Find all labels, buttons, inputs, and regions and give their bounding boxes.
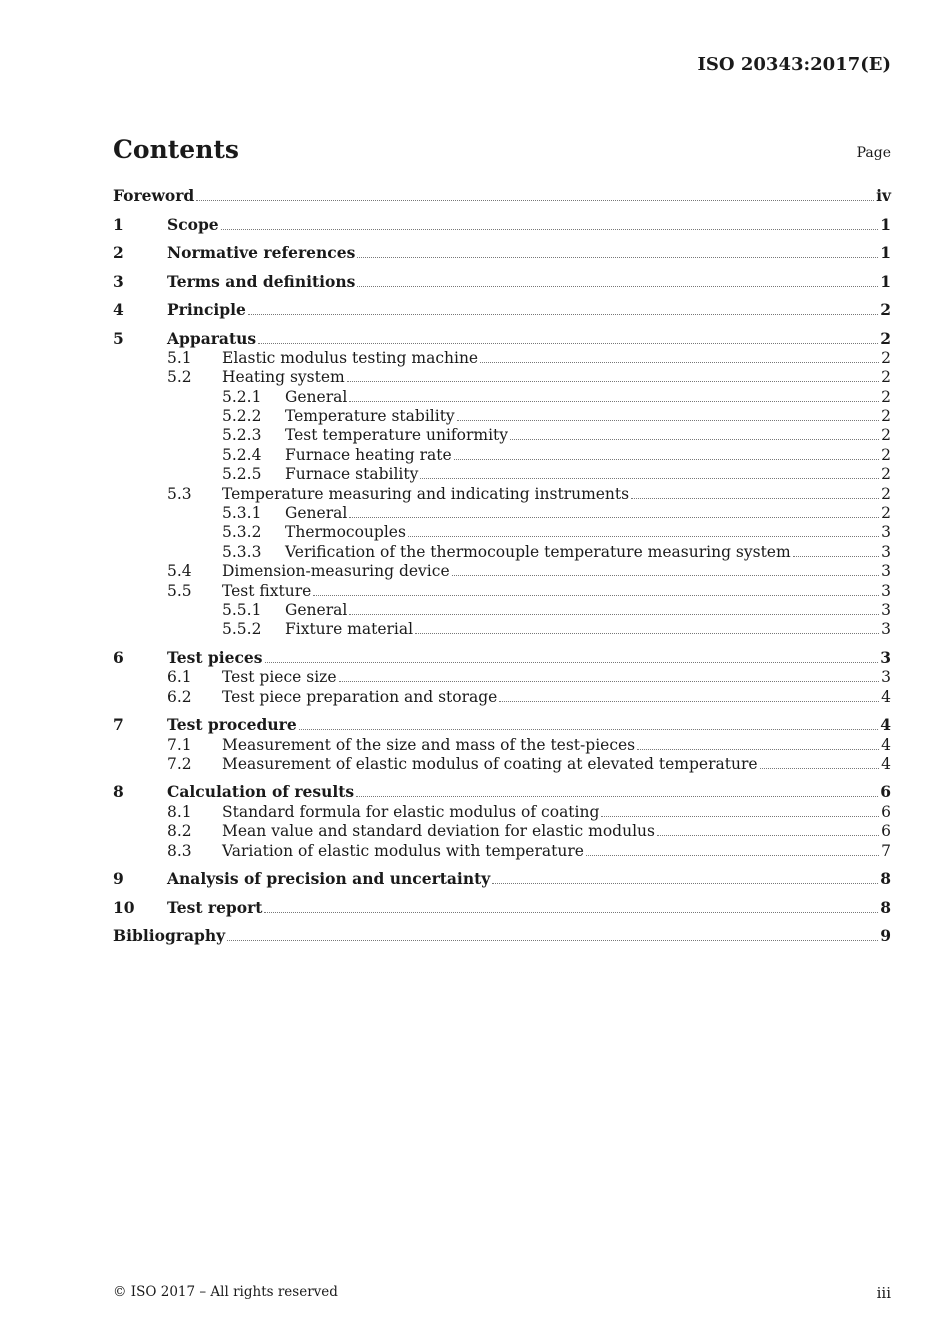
toc-entry[interactable] xyxy=(113,349,891,367)
toc-entry[interactable] xyxy=(113,668,891,686)
toc-entry-number: 7 xyxy=(113,715,124,735)
toc-entry-page: 3 xyxy=(881,600,891,619)
page-header: ISO 20343:2017(E) xyxy=(697,54,891,75)
toc-entry-number: 5.3.3 xyxy=(222,542,262,561)
toc-dot-leader xyxy=(420,478,879,479)
toc-dot-leader xyxy=(452,575,880,576)
toc-dot-leader xyxy=(657,835,879,836)
toc-dot-leader xyxy=(227,940,878,941)
toc-dot-leader xyxy=(196,200,874,201)
toc-entry-number: 5.5.1 xyxy=(222,600,262,619)
toc-entry-number: 1 xyxy=(113,214,124,234)
toc-entry-page: 9 xyxy=(880,926,891,946)
toc-entry-number: 5.2.1 xyxy=(222,387,262,406)
toc-entry-page: 3 xyxy=(881,523,891,542)
toc-entry-title: Test temperature uniformity xyxy=(285,426,509,445)
toc-dot-leader xyxy=(793,556,879,557)
toc-entry-title: General xyxy=(285,504,348,523)
toc-entry[interactable] xyxy=(113,736,891,754)
table-of-contents xyxy=(113,187,891,945)
toc-entry-number: 7.1 xyxy=(167,735,192,754)
toc-entry[interactable] xyxy=(113,244,891,262)
toc-entry-number: 7.2 xyxy=(167,754,192,773)
toc-entry-page: 6 xyxy=(881,802,891,821)
toc-entry[interactable] xyxy=(113,187,891,205)
toc-entry-title: Verification of the thermocouple temperature measuring system xyxy=(285,542,791,561)
toc-entry-page: 2 xyxy=(881,368,891,387)
toc-entry-page: 3 xyxy=(881,562,891,581)
toc-entry[interactable] xyxy=(113,899,891,917)
toc-entry-page: 2 xyxy=(880,300,891,319)
toc-entry-number: 5.5 xyxy=(167,581,192,600)
toc-dot-leader xyxy=(631,498,879,499)
toc-entry-number: 6.2 xyxy=(167,687,192,706)
toc-dot-leader xyxy=(454,459,880,460)
toc-entry-page: iv xyxy=(876,186,891,205)
toc-dot-leader xyxy=(313,595,879,596)
toc-dot-leader xyxy=(299,729,879,730)
toc-dot-leader xyxy=(248,314,878,315)
toc-entry-number: 5.4 xyxy=(167,562,192,581)
toc-entry-page: 4 xyxy=(881,735,891,754)
toc-entry[interactable] xyxy=(113,601,891,619)
toc-entry-number: 5.5.2 xyxy=(222,620,262,639)
toc-entry[interactable] xyxy=(113,301,891,319)
toc-entry-title: Elastic modulus testing machine xyxy=(222,348,479,367)
toc-entry-page: 1 xyxy=(880,214,891,234)
toc-dot-leader xyxy=(265,662,879,663)
toc-entry-title: Test report xyxy=(167,897,263,917)
toc-entry-title: Mean value and standard deviation for elastic modulus xyxy=(222,822,655,841)
toc-entry-page: 3 xyxy=(881,581,891,600)
toc-entry-title: General xyxy=(285,387,348,406)
toc-entry-page: 2 xyxy=(880,328,891,348)
toc-entry-page: 1 xyxy=(880,243,891,262)
toc-entry-number: 9 xyxy=(113,869,124,889)
toc-entry-page: 2 xyxy=(881,426,891,445)
toc-entry-title: Thermocouples xyxy=(285,523,406,542)
toc-entry-title: Heating system xyxy=(222,368,345,387)
toc-dot-leader xyxy=(264,912,878,913)
toc-entry-title: General xyxy=(285,600,348,619)
toc-entry-page: 4 xyxy=(881,687,891,706)
toc-entry-number: 3 xyxy=(113,271,124,291)
toc-entry-page: 3 xyxy=(881,542,891,561)
toc-entry-number: 8.3 xyxy=(167,841,192,860)
toc-entry-page: 4 xyxy=(881,754,891,773)
toc-dot-leader xyxy=(339,681,880,682)
toc-entry-number: 5.2.4 xyxy=(222,445,262,464)
toc-entry-number: 5.3.1 xyxy=(222,504,262,523)
toc-entry-page: 3 xyxy=(880,647,891,667)
toc-entry-number: 5.3 xyxy=(167,484,192,503)
toc-entry-number: 5.1 xyxy=(167,348,192,367)
title-row xyxy=(113,132,891,164)
toc-entry[interactable] xyxy=(113,649,891,667)
toc-entry-title: Variation of elastic modulus with temperature xyxy=(222,841,584,860)
toc-dot-leader xyxy=(349,614,879,615)
toc-entry-number: 2 xyxy=(113,243,124,262)
toc-entry-number: 5.2.5 xyxy=(222,465,262,484)
toc-dot-leader xyxy=(349,517,879,518)
toc-entry[interactable] xyxy=(113,407,891,425)
toc-entry-title: Temperature stability xyxy=(285,407,455,426)
toc-entry-number: 5.2.2 xyxy=(222,407,262,426)
toc-entry[interactable] xyxy=(113,755,891,773)
toc-entry[interactable] xyxy=(113,368,891,386)
toc-entry-title: Normative references xyxy=(167,243,356,262)
toc-entry-page: 2 xyxy=(881,504,891,523)
toc-entry-title: Fixture material xyxy=(285,620,414,639)
toc-entry-number: 8.1 xyxy=(167,802,192,821)
toc-entry-title: Foreword xyxy=(113,186,195,205)
toc-entry-page: 6 xyxy=(880,782,891,802)
toc-dot-leader xyxy=(356,796,878,797)
toc-entry-title: Standard formula for elastic modulus of coating xyxy=(222,802,600,821)
toc-entry[interactable] xyxy=(113,330,891,348)
toc-entry[interactable] xyxy=(113,446,891,464)
toc-entry-number: 10 xyxy=(113,897,135,917)
toc-dot-leader xyxy=(510,439,879,440)
toc-entry[interactable] xyxy=(113,870,891,888)
toc-entry-title: Measurement of elastic modulus of coating at elevated temperature xyxy=(222,754,758,773)
toc-entry[interactable] xyxy=(113,562,891,580)
toc-entry-page: 8 xyxy=(880,897,891,917)
toc-entry-number: 6 xyxy=(113,647,124,667)
toc-entry-number: 8.2 xyxy=(167,822,192,841)
toc-entry-title: Terms and definitions xyxy=(167,271,356,291)
toc-entry-number: 8 xyxy=(113,782,124,802)
toc-dot-leader xyxy=(586,855,879,856)
toc-entry[interactable] xyxy=(113,426,891,444)
toc-entry-page: 3 xyxy=(881,620,891,639)
toc-dot-leader xyxy=(601,816,879,817)
toc-entry-title: Apparatus xyxy=(167,328,257,348)
toc-dot-leader xyxy=(349,401,879,402)
toc-entry-page: 2 xyxy=(881,387,891,406)
toc-entry[interactable] xyxy=(113,485,891,503)
toc-dot-leader xyxy=(480,362,879,363)
page-column-label: Page xyxy=(856,145,891,161)
toc-dot-leader xyxy=(457,420,879,421)
toc-entry-title: Test pieces xyxy=(167,647,263,667)
toc-entry-number: 5.2 xyxy=(167,368,192,387)
toc-entry-page: 7 xyxy=(881,841,891,860)
toc-entry-page: 2 xyxy=(881,445,891,464)
toc-dot-leader xyxy=(637,749,879,750)
toc-dot-leader xyxy=(415,633,879,634)
toc-entry[interactable] xyxy=(113,783,891,801)
toc-entry-page: 2 xyxy=(881,465,891,484)
toc-dot-leader xyxy=(221,229,879,230)
toc-entry[interactable] xyxy=(113,620,891,638)
toc-entry-page: 8 xyxy=(880,869,891,889)
toc-dot-leader xyxy=(499,701,879,702)
toc-entry-title: Analysis of precision and uncertainty xyxy=(167,869,491,889)
toc-entry[interactable] xyxy=(113,216,891,234)
toc-entry[interactable] xyxy=(113,523,891,541)
toc-entry-title: Furnace heating rate xyxy=(285,445,452,464)
toc-entry-number: 5 xyxy=(113,328,124,348)
toc-entry-page: 4 xyxy=(880,715,891,735)
toc-entry[interactable] xyxy=(113,582,891,600)
toc-entry-title: Test piece preparation and storage xyxy=(222,687,498,706)
toc-dot-leader xyxy=(357,257,878,258)
toc-entry[interactable] xyxy=(113,504,891,522)
page-title: Contents xyxy=(113,135,240,164)
toc-dot-leader xyxy=(258,343,878,344)
toc-entry-title: Measurement of the size and mass of the test-pieces xyxy=(222,735,636,754)
copyright-notice: © ISO 2017 – All rights reserved xyxy=(113,1284,338,1300)
toc-entry-title: Calculation of results xyxy=(167,782,355,802)
toc-entry[interactable] xyxy=(113,927,891,945)
toc-entry-number: 6.1 xyxy=(167,668,192,687)
toc-entry[interactable] xyxy=(113,465,891,483)
toc-entry-title: Dimension-measuring device xyxy=(222,562,450,581)
toc-entry-title: Bibliography xyxy=(113,926,226,946)
toc-entry[interactable] xyxy=(113,543,891,561)
toc-entry-page: 2 xyxy=(881,484,891,503)
toc-dot-leader xyxy=(347,381,879,382)
toc-entry-page: 3 xyxy=(881,668,891,687)
toc-entry-title: Test procedure xyxy=(167,715,297,735)
toc-entry[interactable] xyxy=(113,688,891,706)
toc-entry-page: 2 xyxy=(881,407,891,426)
toc-entry[interactable] xyxy=(113,388,891,406)
toc-dot-leader xyxy=(357,286,878,287)
toc-entry-page: 2 xyxy=(881,348,891,367)
page-number: iii xyxy=(876,1284,891,1302)
toc-entry-number: 5.2.3 xyxy=(222,426,262,445)
toc-dot-leader xyxy=(492,883,878,884)
toc-entry-number: 4 xyxy=(113,300,124,319)
toc-entry-title: Scope xyxy=(167,214,219,234)
toc-entry[interactable] xyxy=(113,803,891,821)
toc-entry-title: Principle xyxy=(167,300,246,319)
toc-dot-leader xyxy=(760,768,880,769)
toc-entry[interactable] xyxy=(113,822,891,840)
toc-entry-title: Test piece size xyxy=(222,668,337,687)
toc-entry-page: 6 xyxy=(881,822,891,841)
toc-dot-leader xyxy=(408,536,879,537)
toc-entry[interactable] xyxy=(113,842,891,860)
toc-entry-title: Furnace stability xyxy=(285,465,419,484)
toc-entry-number: 5.3.2 xyxy=(222,523,262,542)
toc-entry-title: Temperature measuring and indicating instruments xyxy=(222,484,630,503)
toc-entry[interactable] xyxy=(113,273,891,291)
toc-entry-title: Test fixture xyxy=(222,581,312,600)
toc-entry-page: 1 xyxy=(880,271,891,291)
toc-entry[interactable] xyxy=(113,716,891,734)
